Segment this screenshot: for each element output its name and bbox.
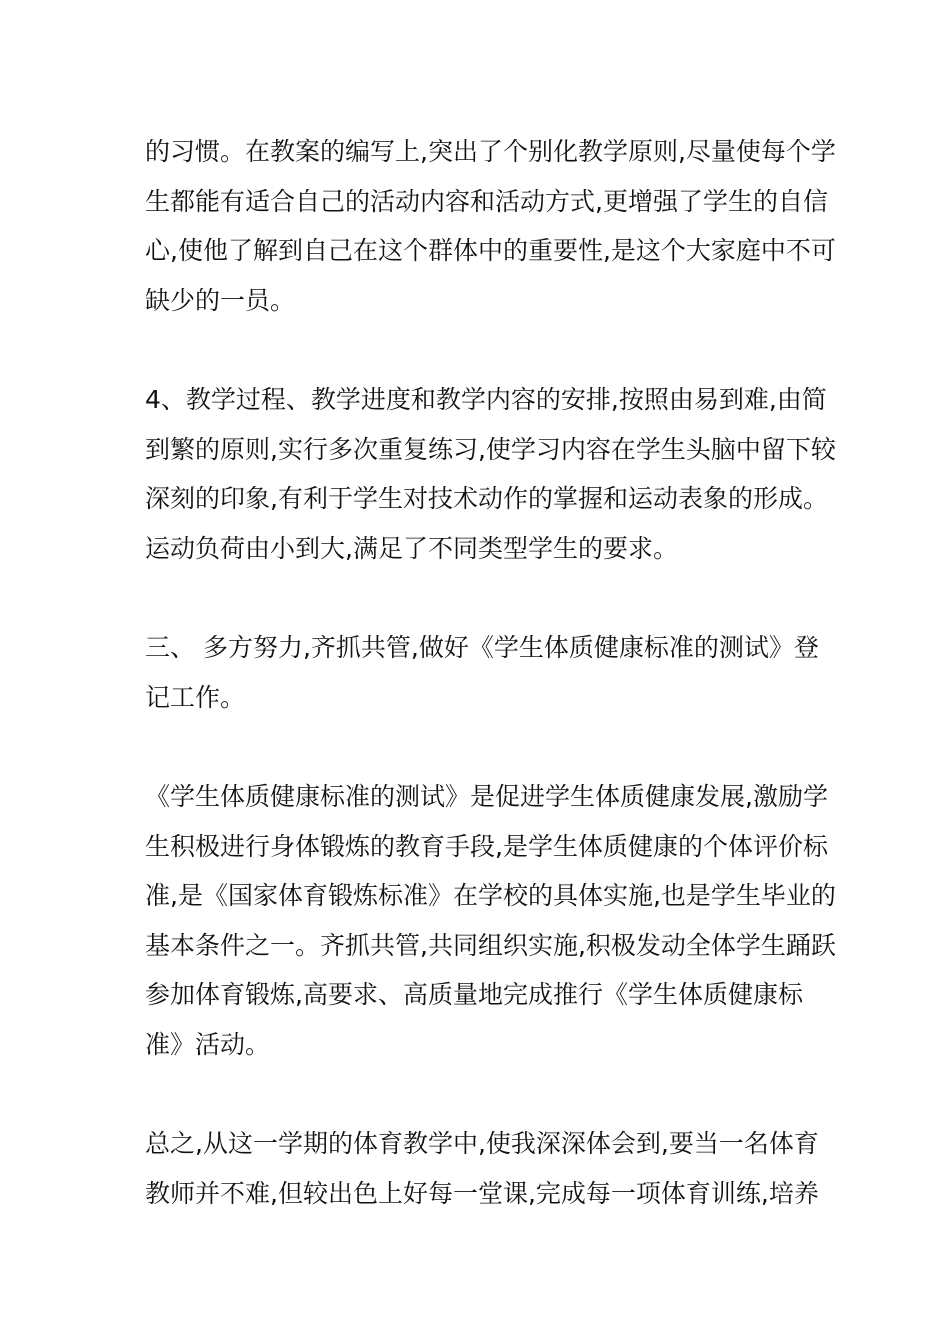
text-line: 的习惯。在教案的编写上,突出了个别化教学原则,尽量使每个学 <box>145 137 836 166</box>
text-line: 总之,从这一学期的体育教学中,使我深深体会到,要当一名体育 <box>145 1129 819 1158</box>
text-line: 生都能有适合自己的活动内容和活动方式,更增强了学生的自信 <box>145 187 828 216</box>
text-line: 深刻的印象,有利于学生对技术动作的掌握和运动表象的形成。 <box>145 484 828 513</box>
text-line: 基本条件之一。齐抓共管,共同组织实施,积极发动全体学生踊跃 <box>145 931 836 960</box>
text-line: 生积极进行身体锻炼的教育手段,是学生体质健康的个体评价标 <box>145 832 828 861</box>
text-line: 心,使他了解到自己在这个群体中的重要性,是这个大家庭中不可 <box>145 236 836 265</box>
text-line: 参加体育锻炼,高要求、高质量地完成推行《学生体质健康标 <box>145 980 803 1009</box>
text-line: 缺少的一员。 <box>145 286 296 315</box>
text-line: 记工作。 <box>145 683 246 712</box>
text-line: 教师并不难,但较出色上好每一堂课,完成每一项体育训练,培养 <box>145 1179 819 1208</box>
text-line: 运动负荷由小到大,满足了不同类型学生的要求。 <box>145 534 678 563</box>
text-line: 《学生体质健康标准的测试》是促进学生体质健康发展,激励学 <box>145 782 828 811</box>
text-line: 三、 多方努力,齐抓共管,做好《学生体质健康标准的测试》登 <box>145 633 819 662</box>
text-line: 4、教学过程、教学进度和教学内容的安排,按照由易到难,由简 <box>145 385 827 414</box>
text-line: 准》活动。 <box>145 1030 271 1059</box>
text-line: 到繁的原则,实行多次重复练习,使学习内容在学生头脑中留下较 <box>145 435 836 464</box>
text-line: 准,是《国家体育锻炼标准》在学校的具体实施,也是学生毕业的 <box>145 881 836 910</box>
